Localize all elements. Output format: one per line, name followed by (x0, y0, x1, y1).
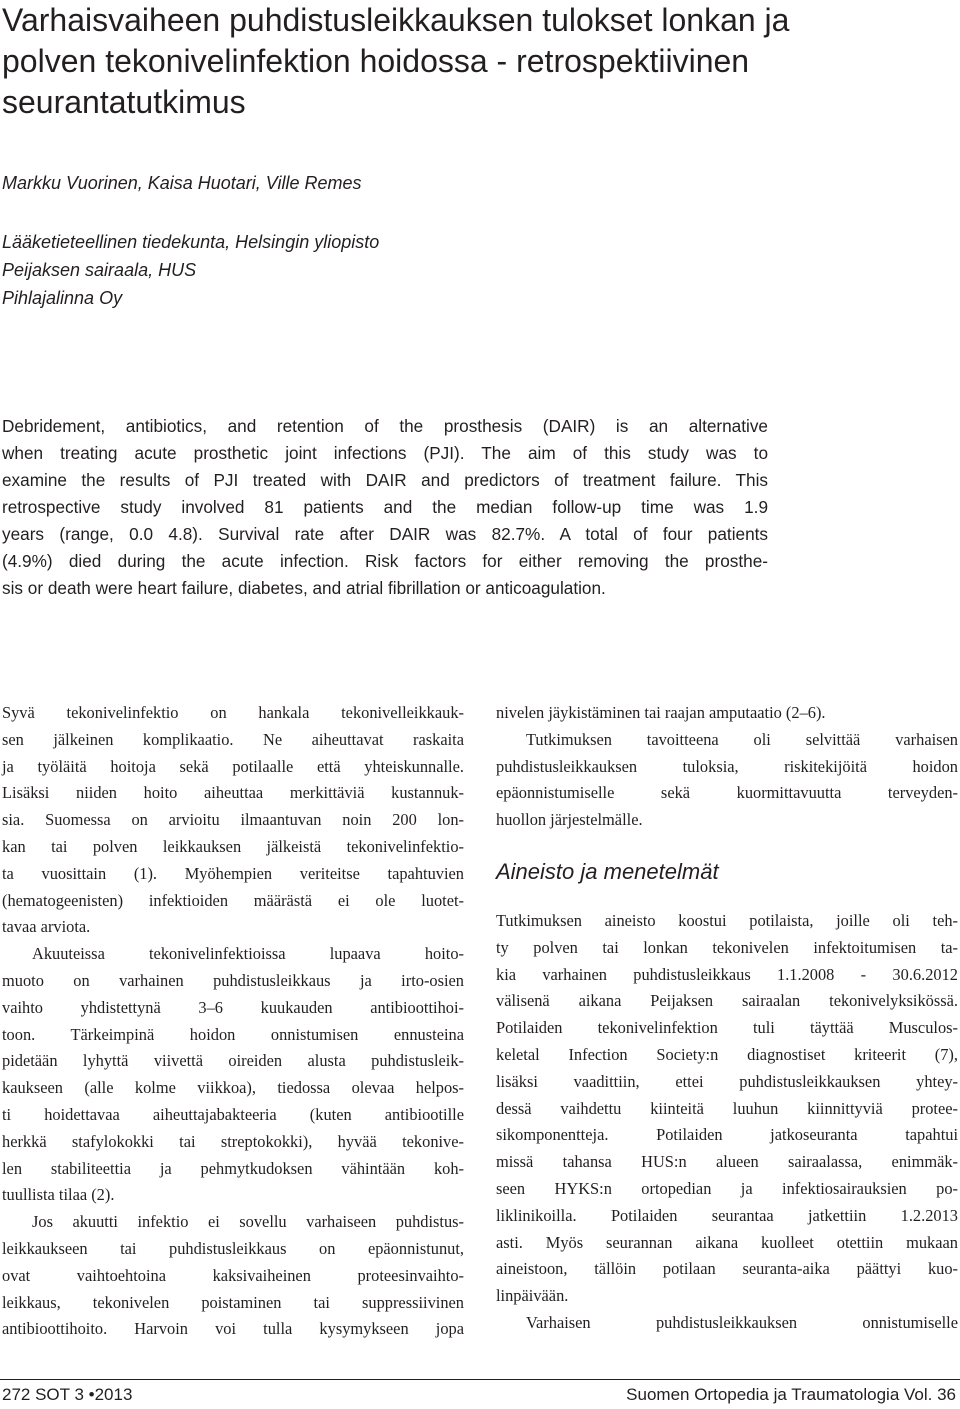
body-line: ta vuosittain (1). Myöhempien veriteitse tapahtuvien (2, 863, 464, 883)
body-line: kia varhainen puhdistusleikkaus 1.1.2008 - 30.6.2012 (496, 964, 958, 984)
body-line: välisenä aikana Peijaksen sairaalan tekonivelyksikössä. (496, 991, 958, 1011)
page-footer-issue: 272 SOT 3 •2013 (2, 1385, 133, 1404)
body-line: kan tai polven leikkauksen jälkeistä tekonivelinfektio- (2, 836, 464, 856)
body-line: aineistoon, tällöin potilaan seuranta-aika päättyi kuo- (496, 1259, 958, 1279)
author-list: Markku Vuorinen, Kaisa Huotari, Ville Remes (2, 173, 362, 193)
body-line: ja työläitä hoitoja sekä potilaalle että yhteiskunnalle. (2, 756, 464, 776)
body-line: sen jälkeinen komplikaatio. Ne aiheuttavat raskaita (2, 729, 464, 749)
abstract-line: retrospective study involved 81 patients and the median follow-up time was 1.9 (2, 497, 768, 517)
body-line: puhdistusleikkauksen tuloksia, riskitekijöitä hoidon (496, 756, 958, 776)
body-line: nivelen jäykistäminen tai raajan amputaatio (2–6). (496, 703, 826, 722)
body-line: dessä vaihdettu kiinteitä luuhun kiinnittyviä protee- (496, 1098, 958, 1118)
title-line: Varhaisvaiheen puhdistusleikkauksen tulokset lonkan ja (2, 2, 790, 38)
body-line: toon. Tärkeimpinä hoidon onnistumisen ennusteina (2, 1024, 464, 1044)
body-line: ty polven tai lonkan tekonivelen infektoitumisen ta- (496, 937, 958, 957)
body-line: tuullista tilaa (2). (2, 1185, 115, 1205)
abstract-line: sis or death were heart failure, diabetes, and atrial fibrillation or anticoagulation. (2, 578, 606, 598)
body-line: keletal Infection Society:n diagnostiset kriteerit (7), (496, 1044, 958, 1064)
footer-rule (0, 1379, 960, 1380)
body-line: leikkaukseen tai puhdistusleikkaus on epäonnistunut, (2, 1238, 464, 1258)
body-line: asti. Myös seurannan aikana kuolleet otettiin mukaan (496, 1232, 958, 1252)
body-line: Lisäksi niiden hoito aiheuttaa merkittäviä kustannuk- (2, 783, 464, 803)
body-line: seen HYKS:n ortopedian ja infektiosairauksien po- (496, 1178, 958, 1198)
page-footer-journal: Suomen Ortopedia ja Traumatologia Vol. 36 (626, 1385, 956, 1404)
body-line: huollon järjestelmälle. (496, 810, 643, 830)
article-title (2, 0, 942, 123)
affiliation-list (2, 228, 379, 312)
body-line: Syvä tekonivelinfektio on hankala tekonivelleikkauk- (2, 703, 464, 722)
body-line: liklinikoilla. Potilaiden seurantaa jatkettiin 1.2.2013 (496, 1205, 958, 1225)
body-line: muoto on varhainen puhdistusleikkaus ja irto-osien (2, 970, 464, 990)
abstract (2, 413, 768, 602)
body-line: Potilaiden tekonivelinfektion tuli täyttää Musculos- (496, 1018, 958, 1038)
body-line: len stabiliteettia ja pehmytkudoksen vähintään koh- (2, 1158, 464, 1178)
title-line: seurantatutkimus (2, 84, 246, 120)
right-column (496, 700, 958, 1337)
body-line: ti hoidettavaa aiheuttajabakteeria (kuten antibiootille (2, 1104, 464, 1124)
body-line: missä tahansa HUS:n alueen sairaalassa, enimmäk- (496, 1152, 958, 1172)
body-line: sia. Suomessa on arvioitu ilmaantuvan noin 200 lon- (2, 810, 464, 830)
body-line: sikomponentteja. Potilaiden jatkoseuranta tapahtui (496, 1125, 958, 1145)
abstract-line: (4.9%) died during the acute infection. Risk factors for either removing the prosthe- (2, 551, 768, 571)
body-line: ovat vaihtoehtoina kaksivaiheinen proteesinvaihto- (2, 1265, 464, 1285)
body-line: Jos akuutti infektio ei sovellu varhaiseen puhdistus- (32, 1212, 464, 1232)
body-line: (hematogeenisten) infektioiden määrästä ei ole luotet- (2, 890, 464, 910)
body-line: Tutkimuksen aineisto koostui potilaista, joille oli teh- (496, 910, 958, 930)
body-line: kaukseen (alle kolme viikkoa), tiedossa olevaa helpos- (2, 1078, 464, 1098)
body-line: pidetään lyhyttä viivettä oireiden alusta puhdistusleik- (2, 1051, 464, 1071)
abstract-line: years (range, 0.0 4.8). Survival rate after DAIR was 82.7%. A total of four patients (2, 524, 768, 544)
body-line: lisäksi vaadittiin, ettei puhdistusleikkauksen yhtey- (496, 1071, 958, 1091)
body-line: epäonnistumiselle sekä kuormittavuutta terveyden- (496, 783, 958, 803)
abstract-line: examine the results of PJI treated with DAIR and predictors of treatment failure. This (2, 470, 768, 490)
section-heading: Aineisto ja menetelmät (496, 858, 719, 884)
body-line: leikkaus, tekonivelen poistaminen tai suppressiivinen (2, 1292, 464, 1312)
title-line: polven tekonivelinfektion hoidossa - retrospektiivinen (2, 43, 750, 79)
affiliation: Lääketieteellinen tiedekunta, Helsingin yliopisto (2, 232, 380, 252)
body-line: tavaa arviota. (2, 917, 91, 937)
body-line: Varhaisen puhdistusleikkauksen onnistumiselle (526, 1312, 958, 1332)
left-column (2, 700, 464, 1343)
affiliation: Pihlajalinna Oy (2, 288, 123, 308)
abstract-line: when treating acute prosthetic joint infections (PJI). The aim of this study was to (2, 443, 768, 463)
body-line: vaihto yhdistettynä 3–6 kuukauden antibioottihoi- (2, 997, 464, 1017)
affiliation: Peijaksen sairaala, HUS (2, 260, 197, 280)
body-line: herkkä stafylokokki tai streptokokki), hyvää tekonive- (2, 1131, 464, 1151)
body-line: Akuuteissa tekonivelinfektioissa lupaava hoito- (32, 944, 464, 964)
body-line: antibioottihoito. Harvoin voi tulla kysymykseen jopa (2, 1319, 464, 1339)
abstract-line: Debridement, antibiotics, and retention of the prosthesis (DAIR) is an alternative (2, 416, 768, 436)
body-line: Tutkimuksen tavoitteena oli selvittää varhaisen (526, 729, 958, 749)
body-line: linpäivään. (496, 1286, 569, 1306)
